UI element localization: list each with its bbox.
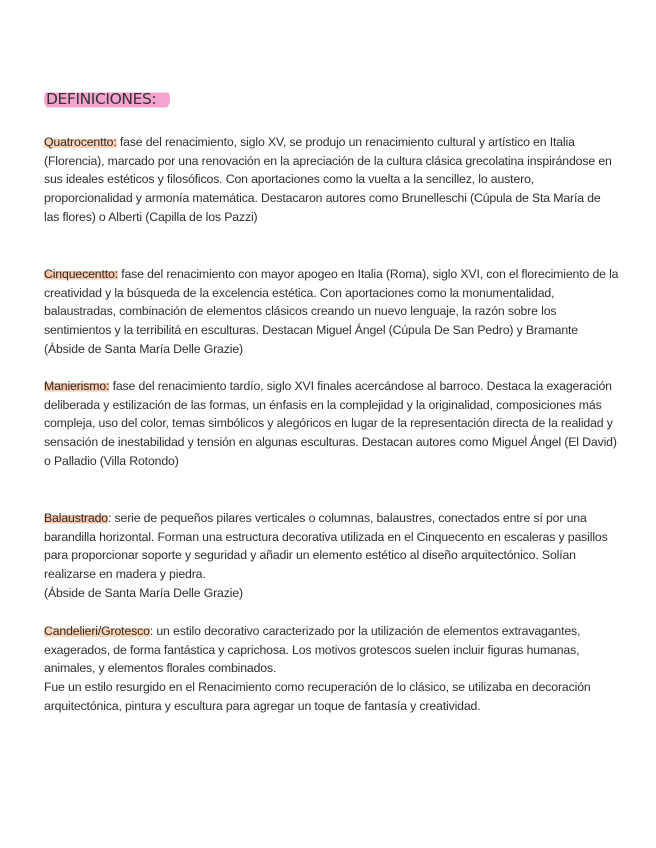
definition-quatrocentto (44, 133, 619, 227)
definition-text (44, 622, 619, 678)
definition-manierismo (44, 377, 619, 471)
definition-balaustrado (44, 509, 619, 603)
definition-term: Candelieri/Grotesco (44, 624, 150, 638)
definition-text (44, 265, 619, 359)
definition-body: : serie de pequeños pilares verticales o columnas, balaustres, conectados entre sí por una barandilla horizontal. Forman una estructura decorativa utilizada en el Cinquecento en escaleras y pasillos para proporcionar soporte y seguridad y añadir un elemento estético al diseño arquitectónico. Solían realizarse en madera y piedra. (44, 511, 608, 582)
definition-text (44, 509, 619, 584)
definition-term: Manierismo: (44, 379, 110, 393)
definition-term: Cinquecentto: (44, 267, 118, 281)
definition-extra: Fue un estilo resurgido en el Renacimiento como recuperación de lo clásico, se utilizaba en decoración arquitectónica, pintura y escultura para agregar un toque de fantasía y creatividad. (44, 680, 591, 713)
definition-text (44, 377, 619, 471)
definition-extra: (Ábside de Santa María Delle Grazie) (44, 585, 243, 600)
definition-body: fase del renacimiento con mayor apogeo en Italia (Roma), siglo XVI, con el florecimiento de la creatividad y la búsqueda de la excelencia estética. Con aportaciones como la monumentalidad, balaustradas, combinación de elementos clásicos creando un nuevo lenguaje, la razón sobre los sentimientos y la terribilitá en esculturas. Destacan Miguel Ángel (Cúpula De San Pedro) y Bramante (Ábside de Santa María Delle Grazie) (44, 267, 619, 356)
definition-term: Balaustrado (44, 511, 108, 525)
definition-body: fase del renacimiento tardío, siglo XVI finales acercándose al barroco. Destaca la exageración deliberada y estilización de las formas, un énfasis en la complejidad y la originalidad, composiciones más compleja, uso del color, temas simbólicos y alegóricos en lugar de la representación directa de la realidad y sensación de inestabilidad y tensión en algunas esculturas. Destacan autores como Miguel Ángel (El David) o Palladio (Villa Rotondo) (44, 379, 617, 468)
definition-body: fase del renacimiento, siglo XV, se produjo un renacimiento cultural y artístico en Italia (Florencia), marcado por una renovación en la apreciación de la cultura clásica grecolatina inspirándose en sus ideales estéticos y filosóficos. Con aportaciones como la vuelta a la sencillez, lo austero, proporcionalidad y armonía matemática. Destacaron autores como Brunelleschi (Cúpula de Sta María de las flores) o Alberti (Capilla de los Pazzi) (44, 135, 612, 224)
definition-cinquecentto (44, 265, 619, 359)
definition-text (44, 133, 619, 227)
definition-term: Quatrocentto: (44, 135, 117, 149)
definition-body: : un estilo decorativo caracterizado por la utilización de elementos extravagantes, exagerados, de forma fantástica y caprichosa. Los motivos grotescos suelen incluir figuras humanas, animales, y elementos florales combinados. (44, 624, 581, 676)
definition-candelieri-grotesco (44, 622, 619, 716)
page-title: DEFINICIONES: (44, 88, 170, 110)
